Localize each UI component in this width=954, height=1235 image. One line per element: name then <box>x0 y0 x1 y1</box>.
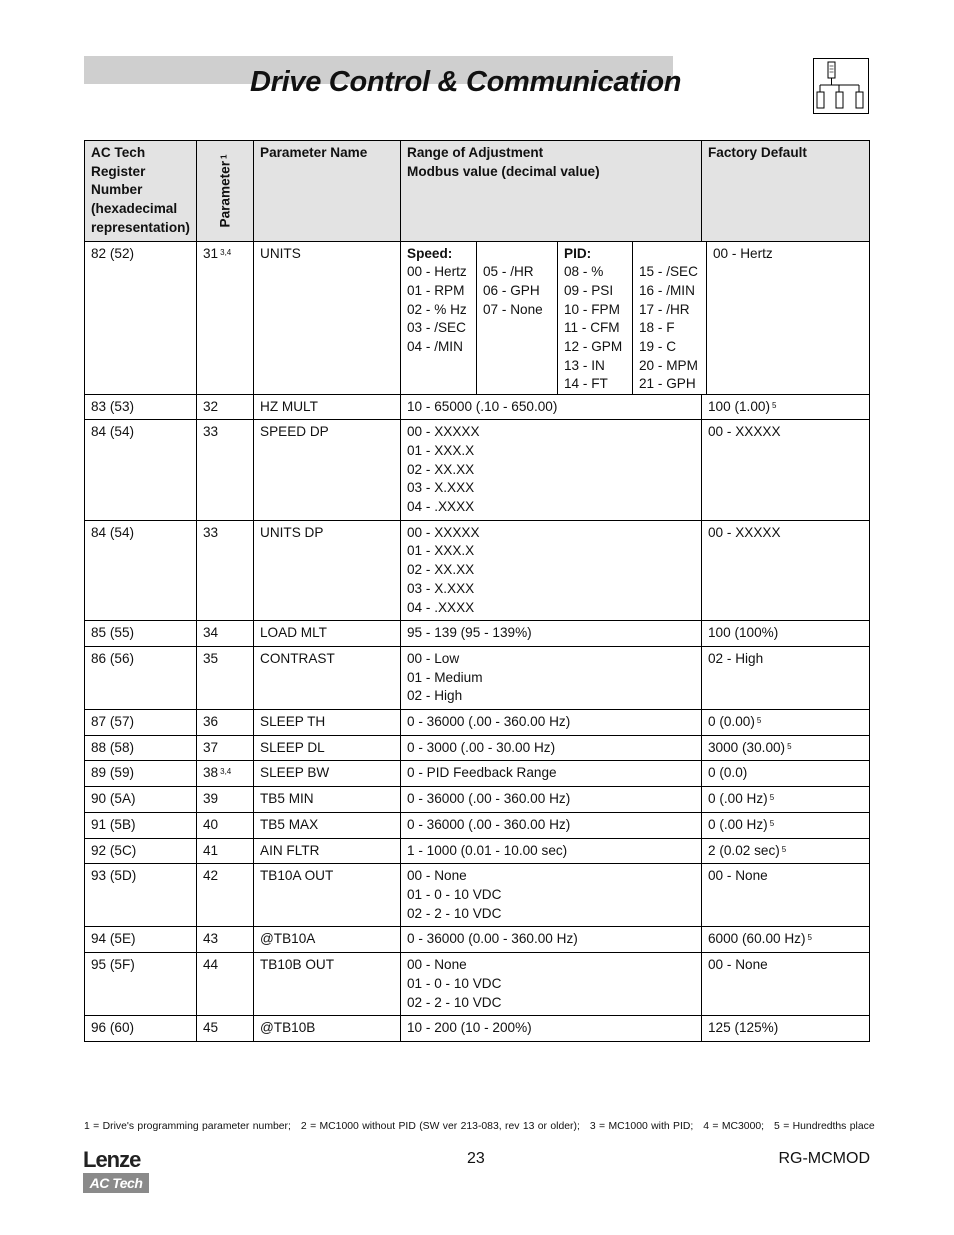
units-option: 07 - None <box>483 301 543 317</box>
range-cell <box>401 646 702 709</box>
units-option: 11 - CFM <box>564 320 620 336</box>
range-cell <box>401 787 702 813</box>
range-line: 03 - X.XXX <box>407 580 475 596</box>
units-option: 12 - GPM <box>564 339 623 355</box>
parameter-column-header <box>197 141 254 242</box>
register-cell: 95 (5F) <box>85 953 197 1016</box>
default-cell <box>702 646 870 709</box>
register-cell: 93 (5D) <box>85 864 197 927</box>
parameter-cell <box>197 838 254 864</box>
table-row <box>85 520 870 621</box>
default-value: 00 - None <box>708 868 768 884</box>
network-diagram-icon <box>813 58 869 114</box>
header-line: Number <box>91 182 143 198</box>
parameter-cell <box>197 787 254 813</box>
parameter-cell <box>197 927 254 953</box>
range-line: 01 - XXX.X <box>407 543 475 559</box>
range-line: 10 - 65000 (.10 - 650.00) <box>407 398 558 414</box>
table-row <box>85 394 870 420</box>
range-line: 95 - 139 (95 - 139%) <box>407 625 532 641</box>
table-row-units <box>85 241 870 394</box>
units-option: 17 - /HR <box>639 301 690 317</box>
parameter-cell <box>197 735 254 761</box>
table-row <box>85 787 870 813</box>
default-value: 0 (0.0) <box>708 765 748 781</box>
footnotes <box>84 1121 885 1132</box>
footnote-ref: 5 <box>807 933 812 943</box>
default-cell <box>702 953 870 1016</box>
name-cell: SLEEP DL <box>254 735 401 761</box>
default-value: 02 - High <box>708 650 764 666</box>
units-group-label: Speed: <box>407 245 453 261</box>
range-line: 00 - XXXXX <box>407 524 480 540</box>
table-row <box>85 761 870 787</box>
units-options-grid <box>401 242 706 394</box>
units-option: 04 - /MIN <box>407 339 463 355</box>
units-speed-col-2 <box>476 242 557 394</box>
range-cell <box>401 394 702 420</box>
name-cell: SPEED DP <box>254 420 401 521</box>
table-row <box>85 953 870 1016</box>
range-cell <box>401 838 702 864</box>
default-cell <box>702 621 870 647</box>
register-cell: 94 (5E) <box>85 927 197 953</box>
range-line: 02 - High <box>407 688 463 704</box>
footnote-ref: 5 <box>771 400 777 410</box>
default-value: 100 (1.00) <box>708 398 770 414</box>
footnote: 4 = MC3000; <box>703 1121 765 1132</box>
units-pid-col-1 <box>557 242 632 394</box>
parameter-number: 34 <box>203 625 219 641</box>
register-cell: 83 (53) <box>85 394 197 420</box>
register-cell: 88 (58) <box>85 735 197 761</box>
footnote-ref: 3,4 <box>220 767 232 777</box>
range-line: 02 - 2 - 10 VDC <box>407 905 502 921</box>
parameter-number: 39 <box>203 791 219 807</box>
table-row <box>85 621 870 647</box>
header-line: Modbus value (decimal value) <box>407 163 600 179</box>
parameter-number: 33 <box>203 524 219 540</box>
name-cell: @TB10B <box>254 1016 401 1042</box>
range-line: 00 - None <box>407 957 467 973</box>
default-cell <box>702 735 870 761</box>
units-spacer <box>483 245 552 264</box>
range-line: 0 - 36000 (.00 - 360.00 Hz) <box>407 791 571 807</box>
footnote: 5 = Hundredths place <box>774 1121 875 1132</box>
table-row <box>85 838 870 864</box>
register-cell: 96 (60) <box>85 1016 197 1042</box>
default-cell <box>702 864 870 927</box>
parameter-number: 35 <box>203 650 219 666</box>
parameter-cell <box>197 812 254 838</box>
table-row <box>85 927 870 953</box>
name-cell: LOAD MLT <box>254 621 401 647</box>
logo-badge: AC Tech <box>83 1173 149 1193</box>
register-cell: 89 (59) <box>85 761 197 787</box>
range-cell <box>401 927 702 953</box>
default-value: 2 (0.02 sec) <box>708 842 780 858</box>
range-line: 01 - 0 - 10 VDC <box>407 975 502 991</box>
range-line: 0 - PID Feedback Range <box>407 765 557 781</box>
register-cell: 84 (54) <box>85 420 197 521</box>
footnote-ref: 5 <box>769 793 775 803</box>
default-value: 0 (0.00) <box>708 714 755 730</box>
units-group-label: PID: <box>564 245 592 261</box>
units-spacer <box>639 245 701 264</box>
default-value: 00 - XXXXX <box>708 424 781 440</box>
register-cell: 90 (5A) <box>85 787 197 813</box>
register-cell: 87 (57) <box>85 710 197 736</box>
parameter-number: 44 <box>203 957 219 973</box>
header-line: AC Tech <box>91 145 146 160</box>
parameter-number: 36 <box>203 714 219 730</box>
default-cell <box>702 927 870 953</box>
header-line: (hexadecimal <box>91 201 178 217</box>
page-number: 23 <box>467 1150 485 1167</box>
default-value: 125 (125%) <box>708 1020 779 1036</box>
units-option: 01 - RPM <box>407 282 465 298</box>
parameter-cell <box>197 1016 254 1042</box>
parameter-cell <box>197 761 254 787</box>
table-row <box>85 420 870 521</box>
units-option: 15 - /SEC <box>639 264 698 280</box>
name-cell: AIN FLTR <box>254 838 401 864</box>
range-line: 00 - Low <box>407 650 460 666</box>
range-line: 01 - Medium <box>407 669 483 685</box>
units-option: 10 - FPM <box>564 301 620 317</box>
range-line: 02 - 2 - 10 VDC <box>407 994 502 1010</box>
footnote: 1 = Drive's programming parameter number; <box>84 1121 291 1132</box>
units-option: 03 - /SEC <box>407 320 466 336</box>
units-option: 18 - F <box>639 320 675 336</box>
footnote: 3 = MC1000 with PID; <box>589 1121 694 1132</box>
parameter-cell <box>197 520 254 621</box>
name-cell: TB5 MIN <box>254 787 401 813</box>
footnote-ref: 5 <box>781 844 787 854</box>
parameter-cell <box>197 864 254 927</box>
range-cell <box>401 812 702 838</box>
range-line: 0 - 3000 (.00 - 30.00 Hz) <box>407 739 556 755</box>
units-option: 20 - MPM <box>639 357 698 373</box>
header-line: representation) <box>91 219 190 235</box>
table-row <box>85 864 870 927</box>
units-option: 13 - IN <box>564 357 605 373</box>
range-line: 02 - XX.XX <box>407 461 475 477</box>
header-line: Register <box>91 163 146 179</box>
default-value: 00 - None <box>708 957 768 973</box>
units-option: 08 - % <box>564 264 604 280</box>
header-line: Range of Adjustment <box>407 145 544 160</box>
default-column-header: Factory Default <box>702 141 870 242</box>
name-cell: SLEEP BW <box>254 761 401 787</box>
range-cell <box>401 520 702 621</box>
parameter-number: 43 <box>203 931 219 947</box>
footnote-ref: 1 <box>219 154 229 159</box>
units-option: 06 - GPH <box>483 282 540 298</box>
units-option: 21 - GPH <box>639 376 696 392</box>
range-line: 00 - XXXXX <box>407 424 480 440</box>
range-cell <box>401 735 702 761</box>
register-cell: 82 (52) <box>85 241 197 394</box>
register-cell: 86 (56) <box>85 646 197 709</box>
table-row <box>85 735 870 761</box>
parameter-number: 38 <box>203 765 219 781</box>
range-line: 0 - 36000 (.00 - 360.00 Hz) <box>407 714 571 730</box>
parameter-table <box>84 140 870 1042</box>
default-cell <box>702 394 870 420</box>
name-cell: UNITS <box>254 241 401 394</box>
parameter-number: 32 <box>203 398 219 414</box>
units-option: 02 - % Hz <box>407 301 467 317</box>
register-cell: 92 (5C) <box>85 838 197 864</box>
range-cell <box>401 710 702 736</box>
table-header-row <box>85 141 870 242</box>
footnote: 2 = MC1000 without PID (SW ver 213-083, rev 13 or older); <box>300 1121 580 1132</box>
range-line: 0 - 36000 (0.00 - 360.00 Hz) <box>407 931 578 947</box>
footnote-ref: 5 <box>769 818 775 828</box>
default-value: 00 - XXXXX <box>708 524 781 540</box>
default-cell <box>702 520 870 621</box>
name-cell: UNITS DP <box>254 520 401 621</box>
parameter-number: 45 <box>203 1020 219 1036</box>
units-range-cell <box>401 241 870 394</box>
page-title: Drive Control & Communication <box>250 66 682 98</box>
name-cell: TB10B OUT <box>254 953 401 1016</box>
parameter-number: 40 <box>203 816 219 832</box>
default-cell <box>702 812 870 838</box>
default-value: 0 (.00 Hz) <box>708 816 768 832</box>
parameter-number: 31 <box>203 245 219 261</box>
parameter-cell <box>197 241 254 394</box>
parameter-cell <box>197 646 254 709</box>
name-cell: TB5 MAX <box>254 812 401 838</box>
default-cell: 00 - Hertz <box>706 242 869 394</box>
default-value: 100 (100%) <box>708 625 779 641</box>
units-option: 00 - Hertz <box>407 264 467 280</box>
name-cell: HZ MULT <box>254 394 401 420</box>
units-speed-col-1 <box>401 242 476 394</box>
range-cell <box>401 621 702 647</box>
range-line: 0 - 36000 (.00 - 360.00 Hz) <box>407 816 571 832</box>
range-column-header <box>401 141 702 242</box>
range-cell <box>401 864 702 927</box>
default-cell <box>702 761 870 787</box>
units-option: 19 - C <box>639 339 677 355</box>
name-cell: CONTRAST <box>254 646 401 709</box>
range-line: 10 - 200 (10 - 200%) <box>407 1020 532 1036</box>
units-option: 14 - FT <box>564 376 608 392</box>
register-cell: 84 (54) <box>85 520 197 621</box>
parameter-cell <box>197 621 254 647</box>
table-row <box>85 710 870 736</box>
parameter-number: 37 <box>203 739 219 755</box>
footnote-ref: 3,4 <box>220 247 232 257</box>
table-row <box>85 646 870 709</box>
register-cell: 91 (5B) <box>85 812 197 838</box>
range-cell <box>401 420 702 521</box>
range-cell <box>401 953 702 1016</box>
range-line: 00 - None <box>407 868 467 884</box>
parameter-cell <box>197 953 254 1016</box>
table-row <box>85 812 870 838</box>
default-cell <box>702 1016 870 1042</box>
range-line: 1 - 1000 (0.01 - 10.00 sec) <box>407 842 568 858</box>
name-column-header: Parameter Name <box>254 141 401 242</box>
range-line: 04 - .XXXX <box>407 499 475 515</box>
default-cell <box>702 838 870 864</box>
lenze-ac-tech-logo <box>83 1149 151 1195</box>
range-cell <box>401 761 702 787</box>
register-column-header <box>85 141 197 242</box>
name-cell: SLEEP TH <box>254 710 401 736</box>
parameter-cell <box>197 394 254 420</box>
range-line: 04 - .XXXX <box>407 599 475 615</box>
default-value: 6000 (60.00 Hz) <box>708 931 806 947</box>
range-cell <box>401 1016 702 1042</box>
default-value: 3000 (30.00) <box>708 739 786 755</box>
parameter-number: 42 <box>203 868 219 884</box>
units-pid-col-2 <box>632 242 706 394</box>
table-row <box>85 1016 870 1042</box>
register-cell: 85 (55) <box>85 621 197 647</box>
name-cell: TB10A OUT <box>254 864 401 927</box>
document-id: RG-MCMOD <box>778 1150 870 1167</box>
range-line: 01 - 0 - 10 VDC <box>407 886 502 902</box>
parameter-cell <box>197 420 254 521</box>
range-line: 01 - XXX.X <box>407 442 475 458</box>
units-option: 05 - /HR <box>483 264 534 280</box>
footnote-ref: 5 <box>787 741 792 751</box>
default-cell <box>702 710 870 736</box>
default-cell <box>702 420 870 521</box>
default-cell <box>702 787 870 813</box>
name-cell: @TB10A <box>254 927 401 953</box>
range-line: 02 - XX.XX <box>407 562 475 578</box>
parameter-header-label: Parameter <box>217 160 233 227</box>
parameter-number: 33 <box>203 424 219 440</box>
default-value: 0 (.00 Hz) <box>708 791 768 807</box>
range-line: 03 - X.XXX <box>407 480 475 496</box>
parameter-cell <box>197 710 254 736</box>
footnote-ref: 5 <box>756 716 762 726</box>
units-option: 16 - /MIN <box>639 282 695 298</box>
logo-wordmark: Lenze <box>83 1147 141 1172</box>
parameter-number: 41 <box>203 842 219 858</box>
units-option: 09 - PSI <box>564 282 614 298</box>
